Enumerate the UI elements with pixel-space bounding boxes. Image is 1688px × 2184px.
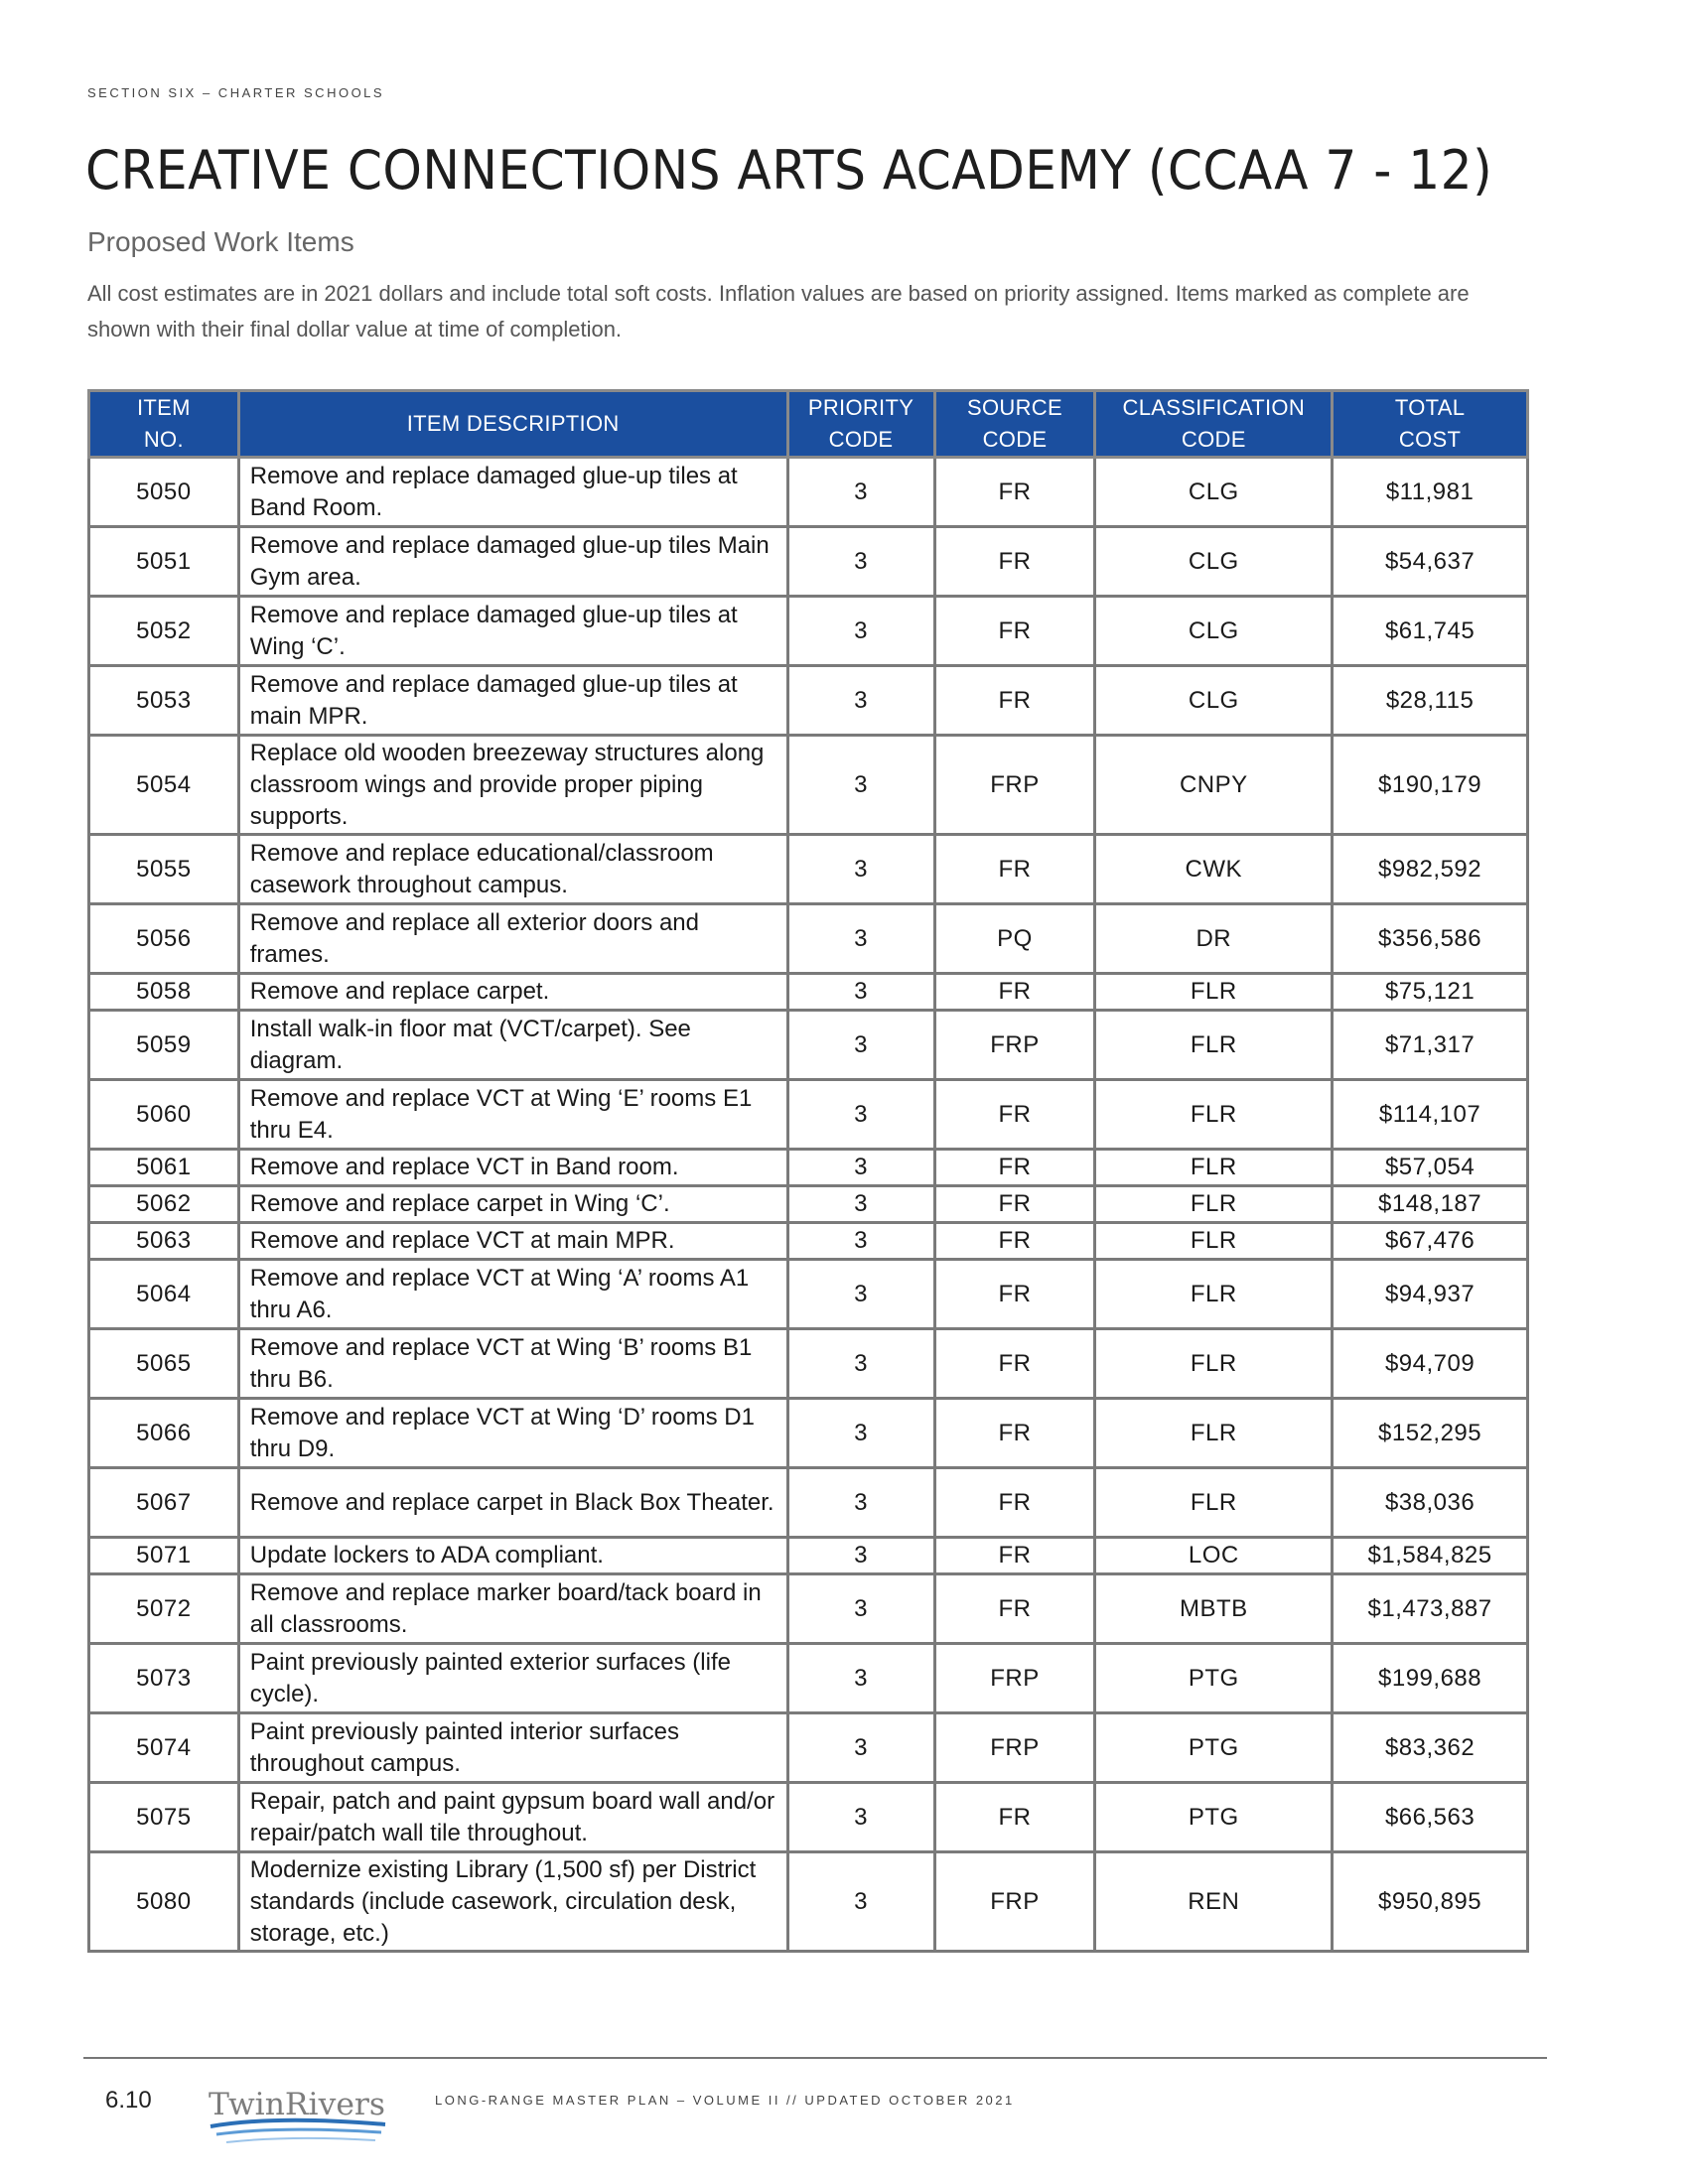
cell-description: Paint previously painted exterior surfaces (life cycle). <box>238 1644 787 1713</box>
cell-classification: FLR <box>1095 1260 1333 1329</box>
table-row <box>89 527 1528 597</box>
cell-cost: $75,121 <box>1333 974 1528 1011</box>
table-row <box>89 1713 1528 1783</box>
cell-item-no: 5054 <box>89 736 239 835</box>
table-row <box>89 1329 1528 1399</box>
cell-classification: PTG <box>1095 1644 1333 1713</box>
cell-cost: $61,745 <box>1333 597 1528 666</box>
cell-source: FRP <box>934 1852 1095 1952</box>
cell-item-no: 5064 <box>89 1260 239 1329</box>
cell-description: Remove and replace VCT at Wing ‘D’ rooms D1 thru D9. <box>238 1399 787 1468</box>
cell-cost: $152,295 <box>1333 1399 1528 1468</box>
cell-classification: FLR <box>1095 1468 1333 1538</box>
cell-item-no: 5056 <box>89 904 239 974</box>
cell-description: Remove and replace VCT at Wing ‘A’ rooms A1 thru A6. <box>238 1260 787 1329</box>
cell-source: FR <box>934 1399 1095 1468</box>
footer-divider <box>83 2057 1547 2059</box>
cell-priority: 3 <box>787 904 934 974</box>
cell-item-no: 5061 <box>89 1150 239 1186</box>
cell-description: Remove and replace educational/classroom casework throughout campus. <box>238 835 787 904</box>
cell-priority: 3 <box>787 1186 934 1223</box>
cell-classification: MBTB <box>1095 1574 1333 1644</box>
table-row <box>89 835 1528 904</box>
cell-source: FR <box>934 597 1095 666</box>
table-row <box>89 1223 1528 1260</box>
cell-classification: FLR <box>1095 1329 1333 1399</box>
cell-classification: FLR <box>1095 1186 1333 1223</box>
cell-cost: $356,586 <box>1333 904 1528 974</box>
cell-cost: $114,107 <box>1333 1080 1528 1150</box>
column-header-classification: CLASSIFICATION CODE <box>1095 391 1333 458</box>
cell-description: Install walk-in floor mat (VCT/carpet). See diagram. <box>238 1011 787 1080</box>
cell-priority: 3 <box>787 597 934 666</box>
cell-source: FR <box>934 1150 1095 1186</box>
cell-description: Update lockers to ADA compliant. <box>238 1538 787 1574</box>
table-row <box>89 1783 1528 1852</box>
cell-source: FR <box>934 1080 1095 1150</box>
table-row <box>89 1260 1528 1329</box>
table-header-row <box>89 391 1528 458</box>
cell-source: FR <box>934 1783 1095 1852</box>
cell-description: Remove and replace all exterior doors and frames. <box>238 904 787 974</box>
cell-priority: 3 <box>787 835 934 904</box>
cell-classification: FLR <box>1095 1223 1333 1260</box>
cell-item-no: 5063 <box>89 1223 239 1260</box>
cell-description: Modernize existing Library (1,500 sf) per District standards (include casework, circulation desk, storage, etc.) <box>238 1852 787 1952</box>
column-header-description: ITEM DESCRIPTION <box>238 391 787 458</box>
table-row <box>89 736 1528 835</box>
cell-priority: 3 <box>787 1574 934 1644</box>
cell-description: Repair, patch and paint gypsum board wall and/or repair/patch wall tile throughout. <box>238 1783 787 1852</box>
page-subtitle: Proposed Work Items <box>87 226 354 257</box>
cell-classification: PTG <box>1095 1783 1333 1852</box>
cell-description: Paint previously painted interior surfaces throughout campus. <box>238 1713 787 1783</box>
cell-description: Remove and replace damaged glue-up tiles Main Gym area. <box>238 527 787 597</box>
cell-priority: 3 <box>787 1329 934 1399</box>
cell-item-no: 5059 <box>89 1011 239 1080</box>
cell-classification: CLG <box>1095 527 1333 597</box>
cell-priority: 3 <box>787 974 934 1011</box>
cell-priority: 3 <box>787 1468 934 1538</box>
twin-rivers-logo <box>207 2075 389 2158</box>
cell-description: Remove and replace carpet in Black Box Theater. <box>238 1468 787 1538</box>
cell-classification: FLR <box>1095 974 1333 1011</box>
cell-priority: 3 <box>787 1644 934 1713</box>
cell-cost: $28,115 <box>1333 666 1528 736</box>
cell-source: PQ <box>934 904 1095 974</box>
cell-priority: 3 <box>787 1713 934 1783</box>
table-row <box>89 974 1528 1011</box>
cell-source: FRP <box>934 1644 1095 1713</box>
cell-cost: $83,362 <box>1333 1713 1528 1783</box>
cell-cost: $950,895 <box>1333 1852 1528 1952</box>
table-row <box>89 1468 1528 1538</box>
cell-priority: 3 <box>787 1150 934 1186</box>
cell-cost: $94,709 <box>1333 1329 1528 1399</box>
cell-item-no: 5060 <box>89 1080 239 1150</box>
column-header-cost: TOTAL COST <box>1333 391 1528 458</box>
cell-description: Remove and replace carpet in Wing ‘C’. <box>238 1186 787 1223</box>
cell-cost: $148,187 <box>1333 1186 1528 1223</box>
intro-paragraph: All cost estimates are in 2021 dollars and include total soft costs. Inflation values are based on priority assigned. Items marked as complete are shown with their final dollar value at time of completion. <box>87 281 1470 341</box>
table-row <box>89 1186 1528 1223</box>
cell-source: FR <box>934 527 1095 597</box>
cell-priority: 3 <box>787 458 934 527</box>
cell-priority: 3 <box>787 1223 934 1260</box>
cell-cost: $199,688 <box>1333 1644 1528 1713</box>
table-row <box>89 1574 1528 1644</box>
table-row <box>89 1538 1528 1574</box>
cell-cost: $982,592 <box>1333 835 1528 904</box>
cell-priority: 3 <box>787 1080 934 1150</box>
cell-cost: $66,563 <box>1333 1783 1528 1852</box>
column-header-item-no: ITEM NO. <box>89 391 239 458</box>
cell-item-no: 5073 <box>89 1644 239 1713</box>
cell-description: Remove and replace VCT at Wing ‘B’ rooms B1 thru B6. <box>238 1329 787 1399</box>
cell-item-no: 5050 <box>89 458 239 527</box>
cell-classification: CWK <box>1095 835 1333 904</box>
cell-classification: CNPY <box>1095 736 1333 835</box>
cell-classification: PTG <box>1095 1713 1333 1783</box>
cell-cost: $54,637 <box>1333 527 1528 597</box>
table-row <box>89 904 1528 974</box>
cell-source: FRP <box>934 1011 1095 1080</box>
cell-classification: CLG <box>1095 666 1333 736</box>
cell-cost: $67,476 <box>1333 1223 1528 1260</box>
cell-classification: CLG <box>1095 597 1333 666</box>
table-row <box>89 1080 1528 1150</box>
cell-item-no: 5065 <box>89 1329 239 1399</box>
cell-classification: REN <box>1095 1852 1333 1952</box>
table-row <box>89 597 1528 666</box>
table-row <box>89 458 1528 527</box>
cell-description: Remove and replace carpet. <box>238 974 787 1011</box>
cell-source: FR <box>934 1260 1095 1329</box>
cell-item-no: 5075 <box>89 1783 239 1852</box>
cell-item-no: 5072 <box>89 1574 239 1644</box>
cell-item-no: 5071 <box>89 1538 239 1574</box>
cell-cost: $11,981 <box>1333 458 1528 527</box>
cell-classification: LOC <box>1095 1538 1333 1574</box>
cell-priority: 3 <box>787 1260 934 1329</box>
cell-priority: 3 <box>787 1783 934 1852</box>
cell-classification: CLG <box>1095 458 1333 527</box>
cell-item-no: 5080 <box>89 1852 239 1952</box>
cell-cost: $190,179 <box>1333 736 1528 835</box>
cell-item-no: 5058 <box>89 974 239 1011</box>
cell-source: FR <box>934 835 1095 904</box>
cell-cost: $94,937 <box>1333 1260 1528 1329</box>
cell-classification: FLR <box>1095 1399 1333 1468</box>
table-row <box>89 1011 1528 1080</box>
cell-classification: DR <box>1095 904 1333 974</box>
cell-priority: 3 <box>787 736 934 835</box>
cell-source: FRP <box>934 1713 1095 1783</box>
cell-classification: FLR <box>1095 1011 1333 1080</box>
footer-text: LONG-RANGE MASTER PLAN – VOLUME II // UPDATED OCTOBER 2021 <box>435 2093 1015 2108</box>
cell-description: Remove and replace VCT in Band room. <box>238 1150 787 1186</box>
cell-item-no: 5062 <box>89 1186 239 1223</box>
page-number: 6.10 <box>105 2087 152 2114</box>
page-title: CREATIVE CONNECTIONS ARTS ACADEMY (CCAA 7 - 12) <box>85 139 1493 202</box>
cell-priority: 3 <box>787 1011 934 1080</box>
cell-description: Remove and replace VCT at Wing ‘E’ rooms E1 thru E4. <box>238 1080 787 1150</box>
table-row <box>89 666 1528 736</box>
cell-cost: $38,036 <box>1333 1468 1528 1538</box>
cell-description: Remove and replace damaged glue-up tiles at Band Room. <box>238 458 787 527</box>
cell-source: FR <box>934 1186 1095 1223</box>
table-row <box>89 1150 1528 1186</box>
column-header-priority: PRIORITY CODE <box>787 391 934 458</box>
cell-classification: FLR <box>1095 1150 1333 1186</box>
cell-description: Remove and replace damaged glue-up tiles at main MPR. <box>238 666 787 736</box>
column-header-source: SOURCE CODE <box>934 391 1095 458</box>
cell-priority: 3 <box>787 1538 934 1574</box>
cell-priority: 3 <box>787 1852 934 1952</box>
cell-cost: $57,054 <box>1333 1150 1528 1186</box>
cell-item-no: 5067 <box>89 1468 239 1538</box>
cell-source: FR <box>934 1329 1095 1399</box>
cell-source: FR <box>934 1468 1095 1538</box>
cell-description: Remove and replace damaged glue-up tiles at Wing ‘C’. <box>238 597 787 666</box>
section-label: SECTION SIX – CHARTER SCHOOLS <box>87 85 385 100</box>
cell-source: FR <box>934 1574 1095 1644</box>
table-row <box>89 1852 1528 1952</box>
cell-item-no: 5066 <box>89 1399 239 1468</box>
table-body <box>89 458 1528 1952</box>
table-row <box>89 1399 1528 1468</box>
cell-priority: 3 <box>787 527 934 597</box>
cell-item-no: 5051 <box>89 527 239 597</box>
cell-priority: 3 <box>787 666 934 736</box>
cell-description: Remove and replace marker board/tack board in all classrooms. <box>238 1574 787 1644</box>
cell-item-no: 5053 <box>89 666 239 736</box>
cell-cost: $71,317 <box>1333 1011 1528 1080</box>
cell-item-no: 5052 <box>89 597 239 666</box>
cell-source: FR <box>934 458 1095 527</box>
twin-rivers-logo-text: TwinRivers <box>209 2087 385 2122</box>
cell-description: Remove and replace VCT at main MPR. <box>238 1223 787 1260</box>
cell-source: FR <box>934 1538 1095 1574</box>
cell-source: FR <box>934 666 1095 736</box>
cell-source: FR <box>934 1223 1095 1260</box>
cell-item-no: 5074 <box>89 1713 239 1783</box>
cell-cost: $1,473,887 <box>1333 1574 1528 1644</box>
work-items-table <box>87 389 1529 1953</box>
cell-description: Replace old wooden breezeway structures along classroom wings and provide proper piping supports. <box>238 736 787 835</box>
cell-source: FRP <box>934 736 1095 835</box>
cell-item-no: 5055 <box>89 835 239 904</box>
cell-classification: FLR <box>1095 1080 1333 1150</box>
cell-priority: 3 <box>787 1399 934 1468</box>
cell-cost: $1,584,825 <box>1333 1538 1528 1574</box>
cell-source: FR <box>934 974 1095 1011</box>
table-row <box>89 1644 1528 1713</box>
